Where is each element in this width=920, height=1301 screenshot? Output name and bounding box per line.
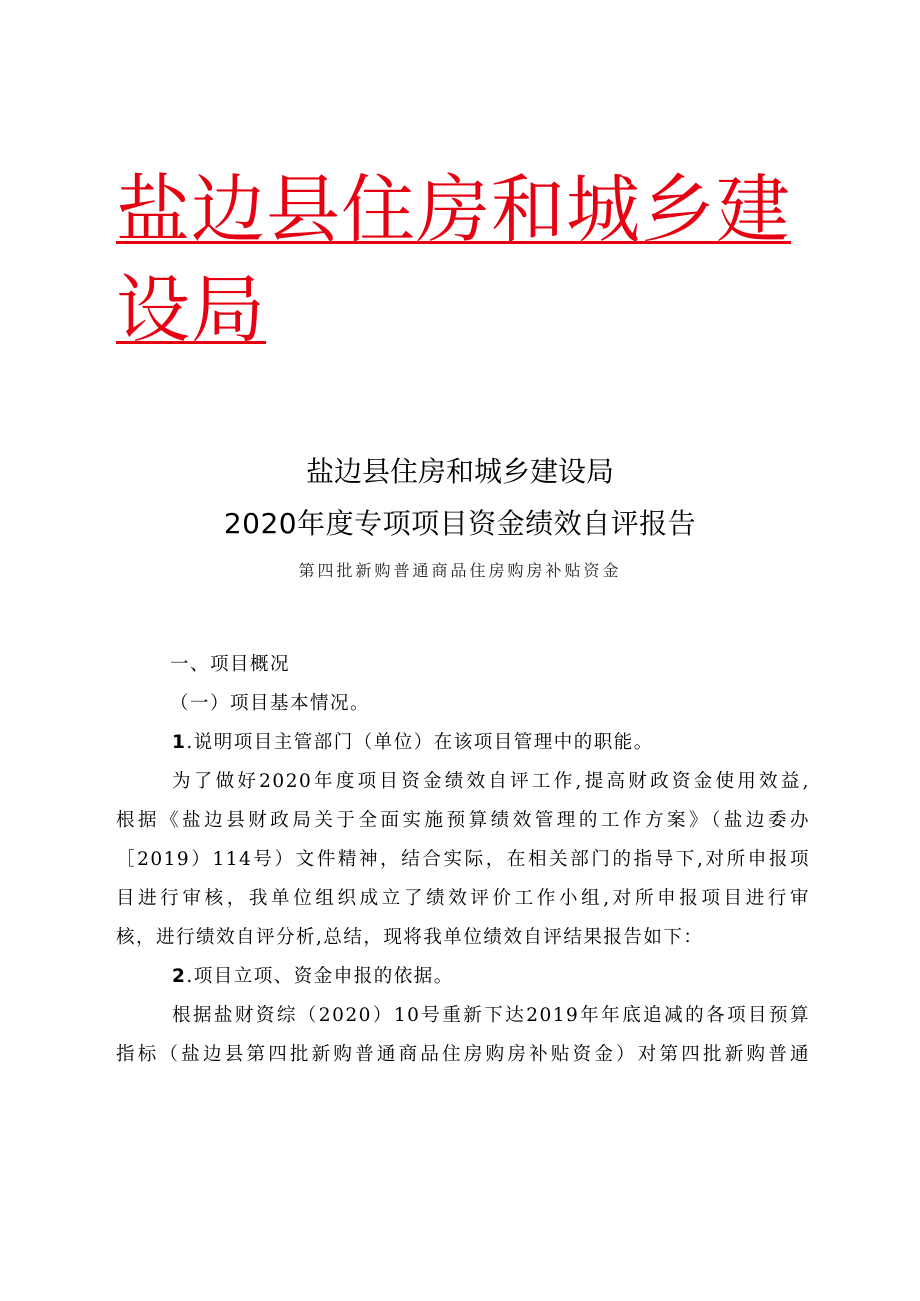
item-2 — [116, 957, 810, 996]
masthead-line-2: 设局 — [116, 267, 266, 353]
paragraph-1-line-2 — [116, 801, 810, 840]
item-1-text: .说明项目主管部门（单位）在该项目管理中的职能。 — [186, 732, 654, 753]
paragraph-1-line-4 — [116, 879, 810, 918]
section-heading-1: 一、项目概况 — [170, 654, 291, 675]
paragraph-1-line-4-text: 目进行审核，我单位组织成立了绩效评价工作小组,对所申报项目进行审 — [116, 888, 810, 909]
item-1 — [116, 723, 810, 762]
item-2-number: 2 — [172, 966, 187, 987]
paragraph-2-line-2 — [116, 1035, 810, 1074]
paragraph-2-line-2-text: 指标（盐边县第四批新购普通商品住房购房补贴资金）对第四批新购普通 — [116, 1044, 810, 1065]
document-subtitle: 第四批新购普通商品住房购房补贴资金 — [298, 561, 622, 580]
paragraph-1-line-1-text: 为了做好2020年度项目资金绩效自评工作,提高财政资金使用效益, — [172, 771, 810, 792]
masthead-red-header — [116, 160, 796, 360]
paragraph-1-line-1 — [116, 762, 810, 801]
item-2-text: .项目立项、资金申报的依据。 — [186, 966, 454, 987]
document-title-org: 盐边县住房和城乡建设局 — [305, 455, 614, 488]
masthead-line-1: 盐边县住房和城乡建 — [116, 167, 791, 253]
document-body — [116, 645, 810, 1074]
paragraph-2-line-1-text: 根据盐财资综（2020）10号重新下达2019年年底追减的各项目预算 — [172, 1005, 810, 1026]
document-title-report: 2020年度专项项目资金绩效自评报告 — [223, 507, 697, 540]
paragraph-1-line-3 — [116, 840, 810, 879]
paragraph-1-line-3-text: ［2019）114号）文件精神，结合实际，在相关部门的指导下,对所申报项 — [116, 849, 810, 870]
paragraph-2-line-1 — [116, 996, 810, 1035]
paragraph-1-line-5: 核，进行绩效自评分析,总结，现将我单位绩效自评结果报告如下： — [116, 927, 704, 948]
paragraph-1-line-2-text: 根据《盐边县财政局关于全面实施预算绩效管理的工作方案》（盐边委办 — [116, 810, 810, 831]
item-1-number: 1 — [172, 732, 187, 753]
subsection-heading-1: （一）项目基本情况。 — [170, 693, 371, 714]
